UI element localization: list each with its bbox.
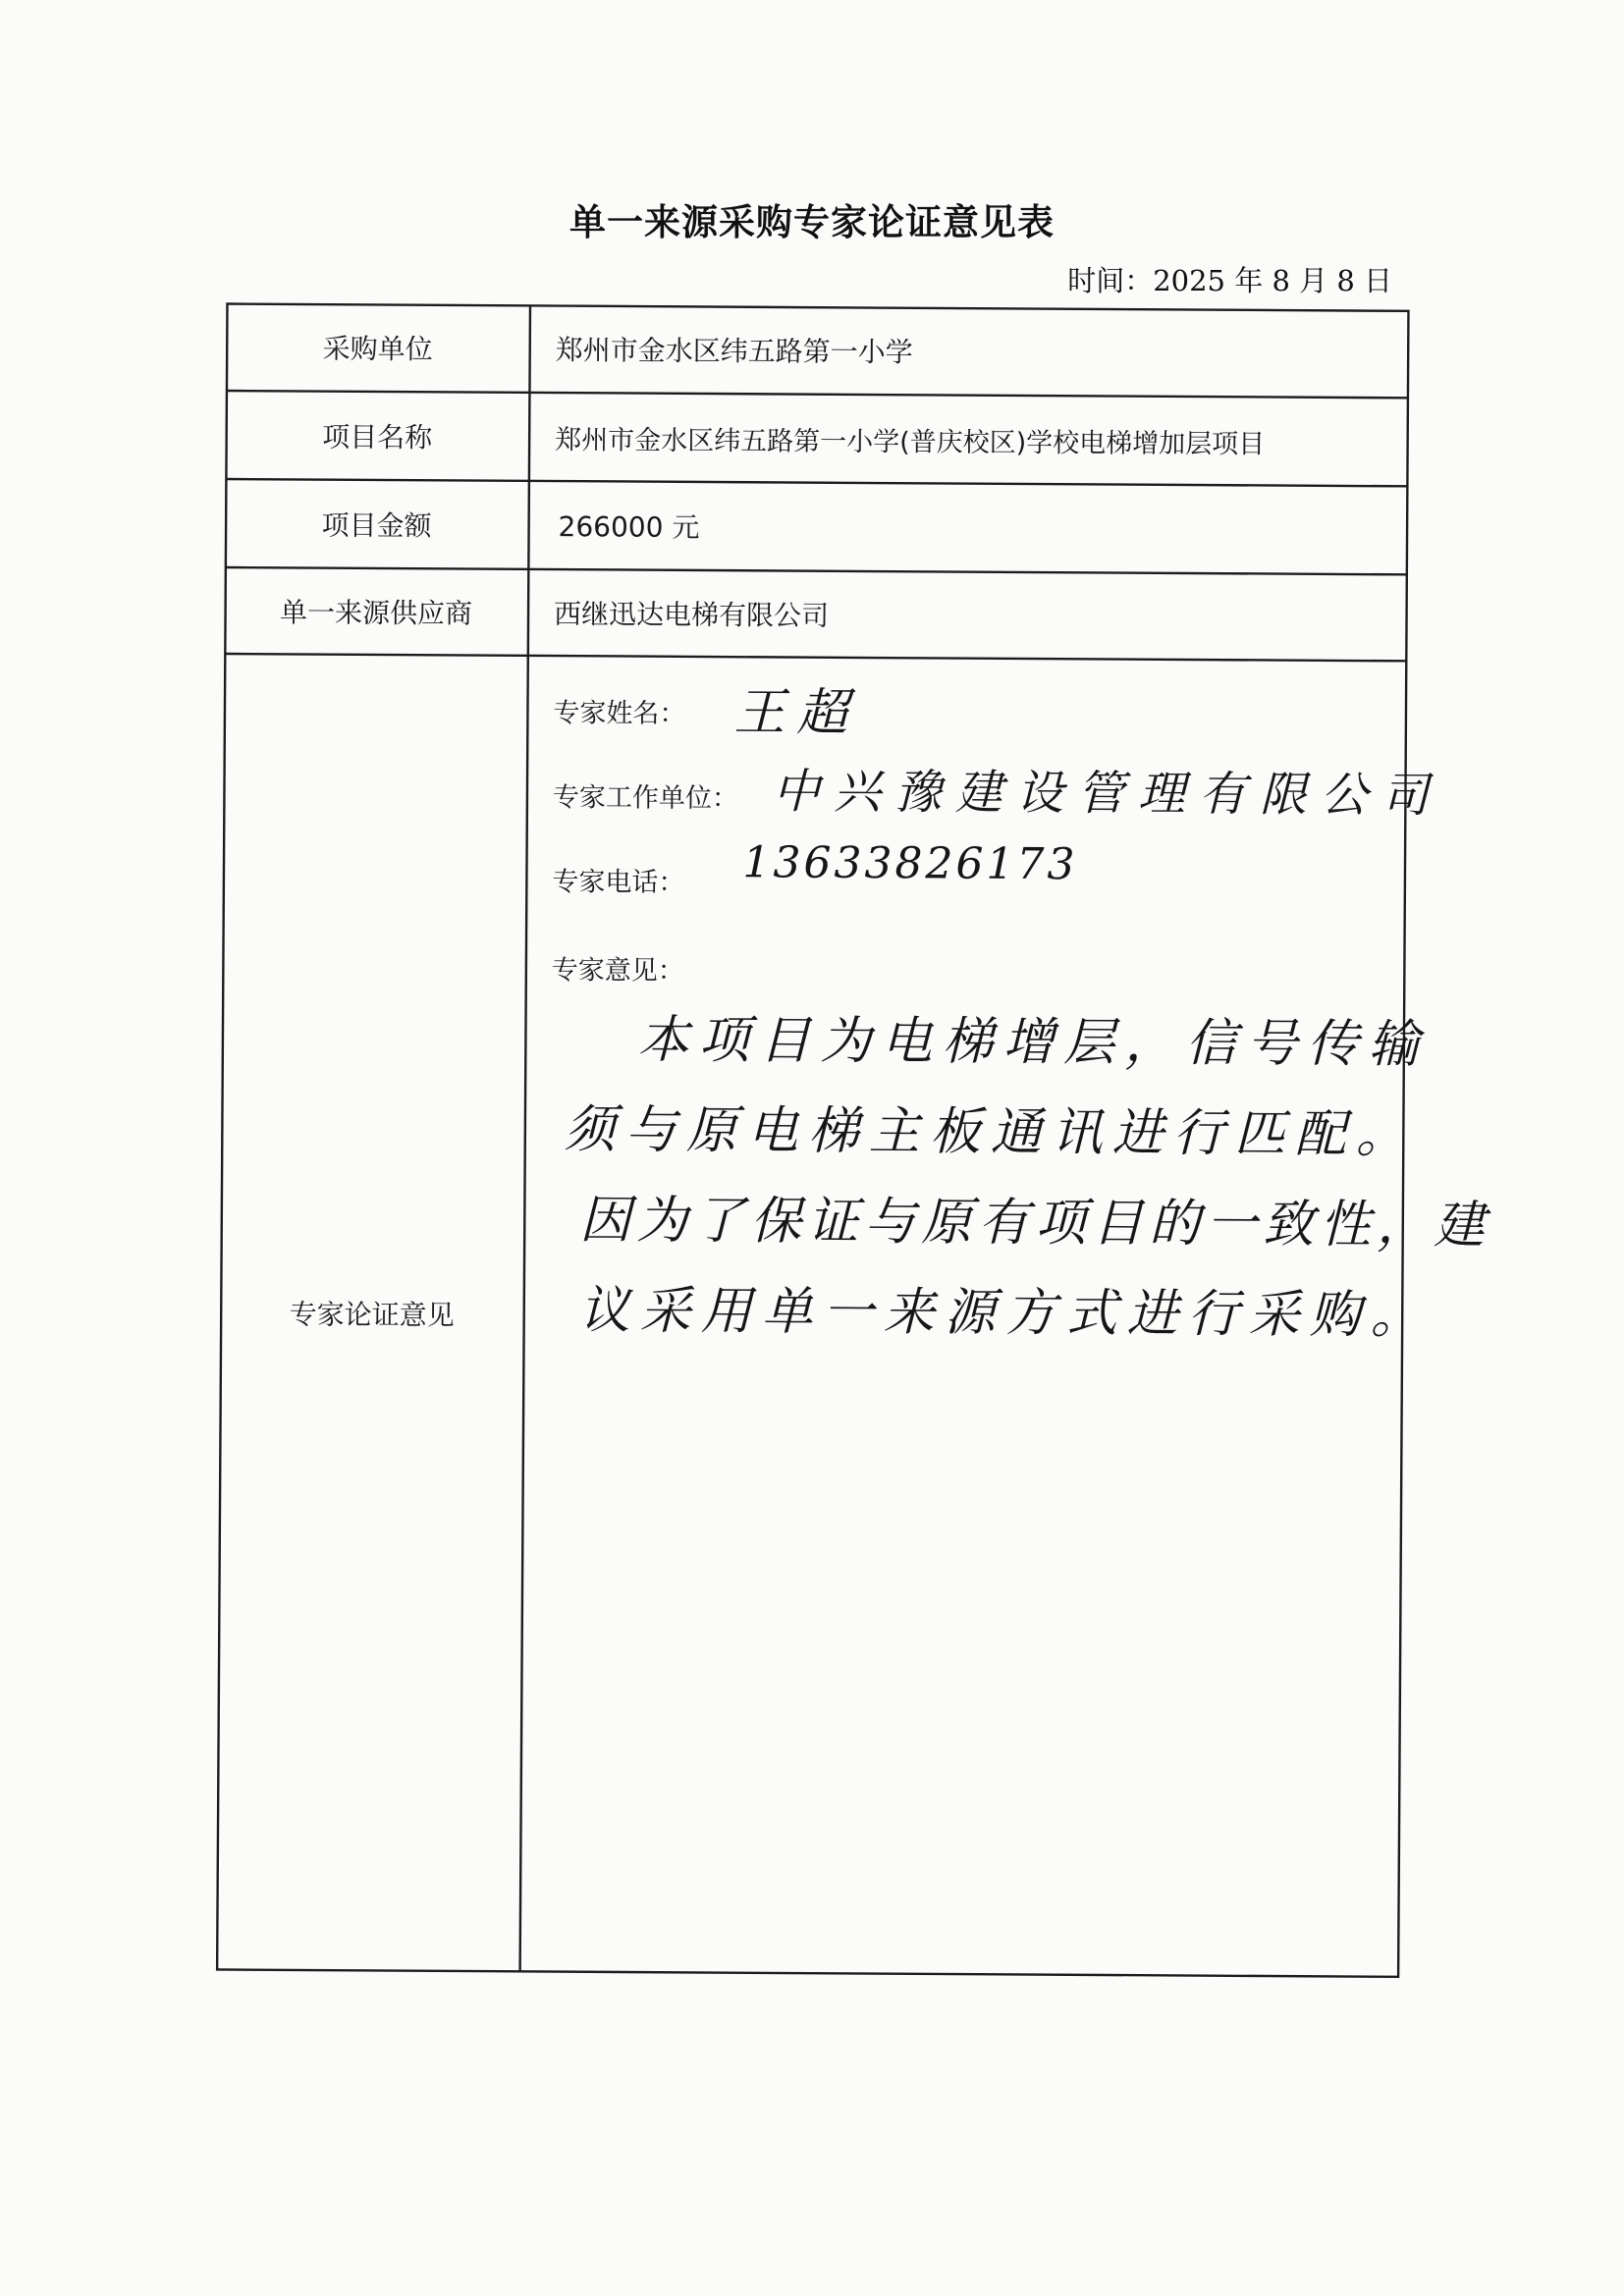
- expert-phone-handwritten: 13633826173: [742, 837, 1078, 890]
- expert-section-label: 专家论证意见: [289, 1298, 455, 1332]
- expert-name-handwritten: 王超: [733, 683, 860, 743]
- purchaser-value: 郑州市金水区纬五路第一小学: [555, 334, 913, 369]
- document-title: 单一来源采购专家论证意见表: [569, 201, 1055, 243]
- expert-unit-label: 专家工作单位：: [552, 782, 739, 815]
- opinion-line: 须与原电梯主板通讯进行匹配。: [564, 1100, 1418, 1165]
- supplier-value: 西继迅达电梯有限公司: [553, 598, 830, 632]
- project-amount-label: 项目金额: [321, 508, 432, 543]
- purchaser-label: 采购单位: [322, 332, 433, 366]
- opinion-line: 因为了保证与原有项目的一致性，建: [579, 1191, 1491, 1255]
- expert-name-label: 专家姓名：: [553, 698, 686, 729]
- project-name-value: 郑州市金水区纬五路第一小学(普庆校区)学校电梯增加层项目: [555, 424, 1266, 459]
- opinion-line: 议采用单一来源方式进行采购。: [578, 1281, 1432, 1346]
- date-line: 时间：2025 年 8 月 8 日: [1067, 264, 1392, 297]
- expert-unit-handwritten: 中兴豫建设管理有限公司: [772, 764, 1443, 824]
- opinion-line: 本项目为电梯增层，信号传输: [637, 1010, 1430, 1075]
- supplier-label: 单一来源供应商: [279, 596, 473, 630]
- project-amount-value: 266000 元: [558, 510, 700, 544]
- expert-phone-label: 专家电话：: [552, 867, 685, 898]
- project-name-label: 项目名称: [322, 420, 433, 454]
- expert-opinion-label: 专家意见：: [551, 955, 684, 987]
- opinion-form-table: [216, 302, 1491, 1978]
